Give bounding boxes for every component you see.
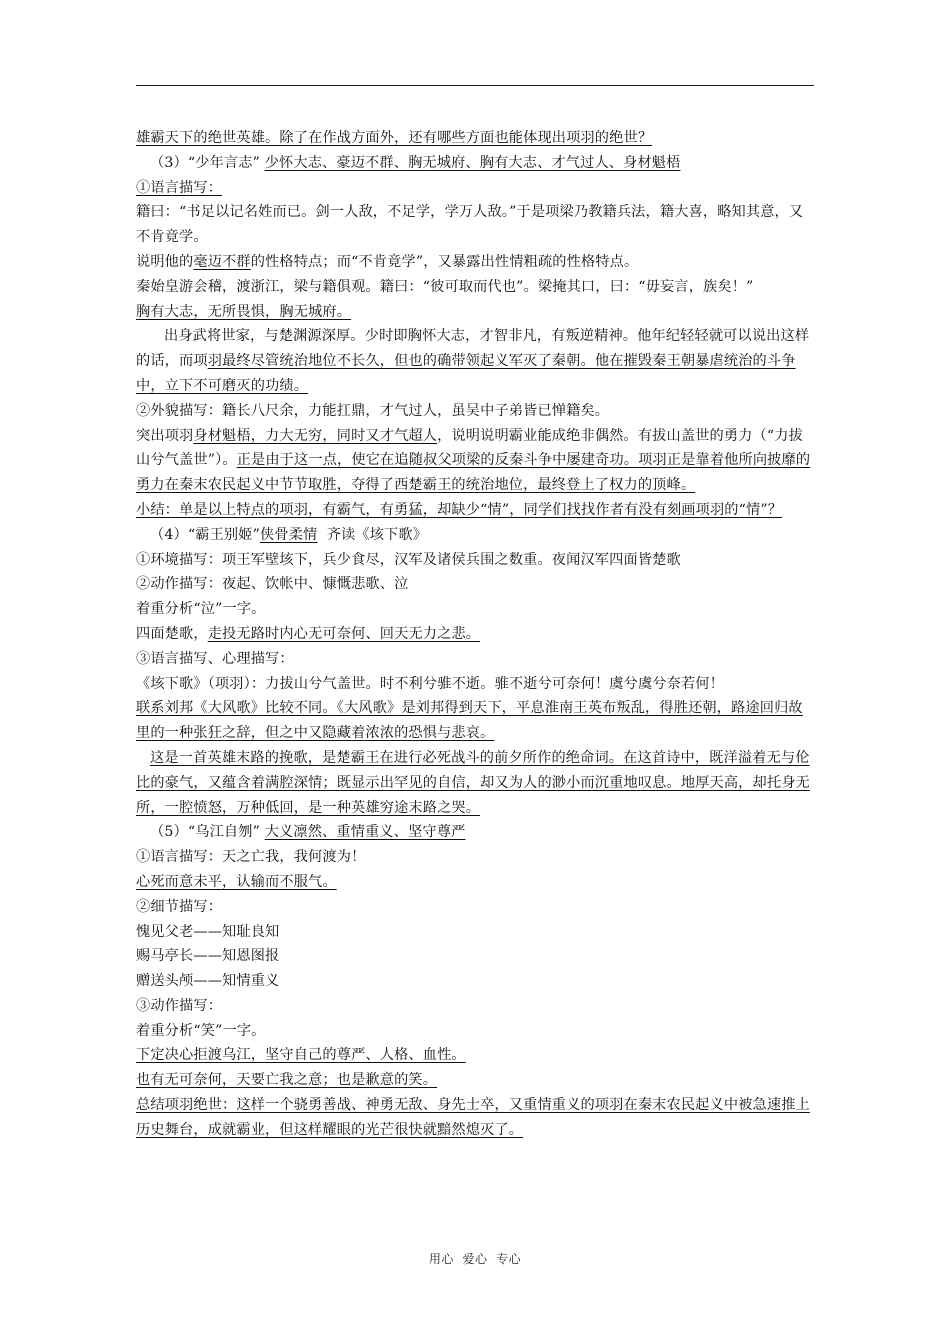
text-segment: 羽最终尽管统治地位不长久，但也的确带领起义军灭了秦朝。他在摧毁秦王朝暴虐统治的斗争中，立下不可磨灭的功绩。: [136, 353, 796, 394]
subheading: [136, 176, 815, 201]
text-segment: 出身武将世家，与楚渊源深厚。少时即胸怀大志，才智非凡，有叛逆精神。他年纪轻轻就可以说出这样的话，而项: [136, 328, 810, 370]
paragraph: [136, 300, 815, 325]
quote-paragraph: 籍曰：“书足以记名姓而已。剑一人敌，不足学，学万人敌。”于是项梁乃教籍兵法，籍大喜，略知其意，又不肯竟学。: [136, 204, 804, 246]
section-title: （3）“少年言志”: [150, 154, 261, 171]
list-item: 愧见父老——知耻良知: [136, 923, 280, 940]
paragraph: [136, 126, 815, 151]
text-line: 总结项羽绝世：这样一个骁勇善战、神勇无敌、身先士卒，又重情重义的项羽在秦末农民起义中被急速推上历史舞台，成就霸业，但这样耀眼的光芒很快就黯然熄灭了。: [136, 1097, 810, 1138]
paragraph: [136, 424, 815, 498]
summary: [136, 498, 815, 523]
conclusion: [136, 1093, 815, 1143]
section-title: （5）“乌江自刎”: [150, 824, 261, 841]
text-line: 联系刘邦《大风歌》比较不同。《大风歌》是刘邦得到天下，平息淮南王英布叛乱，得胜还朝，路途回归故里的一种张狂之辞，但之中又隐藏着浓浓的恐惧与悲哀。: [136, 700, 803, 742]
section-heading-3: [136, 151, 815, 176]
list-item: 赐马亭长——知恩图报: [136, 948, 280, 965]
section-keywords: 少怀大志、豪迈不群、胸无城府、胸有大志、才气过人、身材魁梧: [264, 154, 681, 171]
paragraph: 着重分析“笑”一字。: [136, 1022, 266, 1039]
poem-line: 《垓下歌》（项羽）：力拔山兮气盖世。时不利兮骓不逝。骓不逝兮可奈何！虞兮虞兮奈若何！: [136, 675, 724, 692]
text-segment: 齐读《垓下歌》: [317, 526, 428, 543]
text-line: 雄霸天下的绝世英雄。除了在作战方面外，还有哪些方面也能体现出项羽的绝世？: [136, 130, 653, 146]
text-segment: 毫迈不群: [193, 253, 251, 270]
text-segment: 走投无路时内心无可奈何、回天无力之悲。: [207, 625, 481, 642]
paragraph: [136, 324, 815, 398]
paragraph: ①语言描写：天之亡我，我何渡为！: [136, 849, 366, 866]
text-line: 这是一首英雄末路的挽歌，是楚霸王在进行必死战斗的前夕所作的绝命词。在这首诗中，既洋溢着无与伦比的豪气，又蕴含着满腔深情；既显示出罕见的自信，却又为人的渺小而沉重地叹息。地厚天高，却托身无所，一腔愤怒，万种低回，是一种英雄穷途末路之哭。: [136, 749, 810, 816]
paragraph: ②外貌描写：籍长八尺余，力能扛鼎，才气过人，虽吴中子弟皆已惮籍矣。: [136, 402, 610, 419]
text-line: ①语言描写：: [136, 179, 223, 196]
text-segment: 身材魁梧，力大无穷，同时又才气超人: [193, 427, 438, 444]
paragraph: ①环境描写：项王军壁垓下，兵少食尽，汉军及诸侯兵围之数重。夜闻汉军四面皆楚歌: [136, 551, 681, 568]
paragraph: [136, 870, 815, 895]
paragraph: [136, 1068, 815, 1093]
section-heading-4: [136, 523, 815, 548]
text-segment: 的性格特点；而“不肯竟学”，又暴露出性情粗疏的性格特点。: [250, 253, 639, 270]
page-footer: 用心 爱心 专心: [428, 1252, 522, 1266]
section-keywords: 侠骨柔情: [260, 526, 318, 543]
quote-paragraph: 秦始皇游会稽，渡浙江，梁与籍俱观。籍曰：“彼可取而代也”。梁掩其口，曰：“毋妄言，族矣！”: [136, 278, 754, 295]
list-item: 赠送头颅——知情重义: [136, 973, 280, 990]
text-line: 下定决心拒渡乌江，坚守自己的尊严、人格、血性。: [136, 1047, 466, 1064]
paragraph: 着重分析“泣”一字。: [136, 601, 266, 618]
text-line: 心死而意未平，认输而不服气。: [136, 873, 337, 890]
section-heading-5: [136, 820, 815, 845]
text-segment: 突出项羽: [136, 427, 194, 444]
document-body: [136, 126, 815, 1143]
text-segment: 正是由于这一点，使它在追随叔父项梁的反秦斗争中屡建奇功。项羽正是靠着他所向披靡的勇力在秦末农民起义中节节取胜，夺得了西楚霸王的统治地位，最终登上了权力的顶峰。: [136, 452, 811, 494]
section-keywords: 大义凛然、重情重义、坚守尊严: [264, 824, 466, 841]
paragraph: [136, 250, 815, 275]
paragraph: ③动作描写：: [136, 997, 223, 1014]
paragraph: ②细节描写：: [136, 898, 223, 915]
header-rule: [136, 85, 814, 86]
section-title: （4）“霸王别姬”: [150, 526, 261, 543]
text-line: 小结：单是以上特点的项羽，有霸气，有勇猛，却缺少“情”，同学们找找作者有没有刻画项羽的“情”？: [136, 501, 783, 518]
text-segment: ，说明说明霸业能成绝非偶然。有拔山盖世的勇力（“力拔山兮气盖世”）。: [136, 427, 803, 469]
paragraph: [136, 696, 815, 746]
text-line: 胸有大志，无所畏惧，胸无城府。: [136, 303, 352, 320]
text-segment: 说明他的: [136, 253, 194, 270]
paragraph: ③语言描写、心理描写：: [136, 650, 294, 667]
paragraph: [136, 746, 815, 820]
paragraph: ②动作描写：夜起、饮帐中、慷慨悲歌、泣: [136, 576, 409, 593]
paragraph: [136, 622, 815, 647]
text-segment: 四面楚歌，: [136, 625, 208, 642]
paragraph: [136, 1043, 815, 1068]
text-line: 也有无可奈何，天要亡我之意；也是歉意的笑。: [136, 1072, 438, 1089]
